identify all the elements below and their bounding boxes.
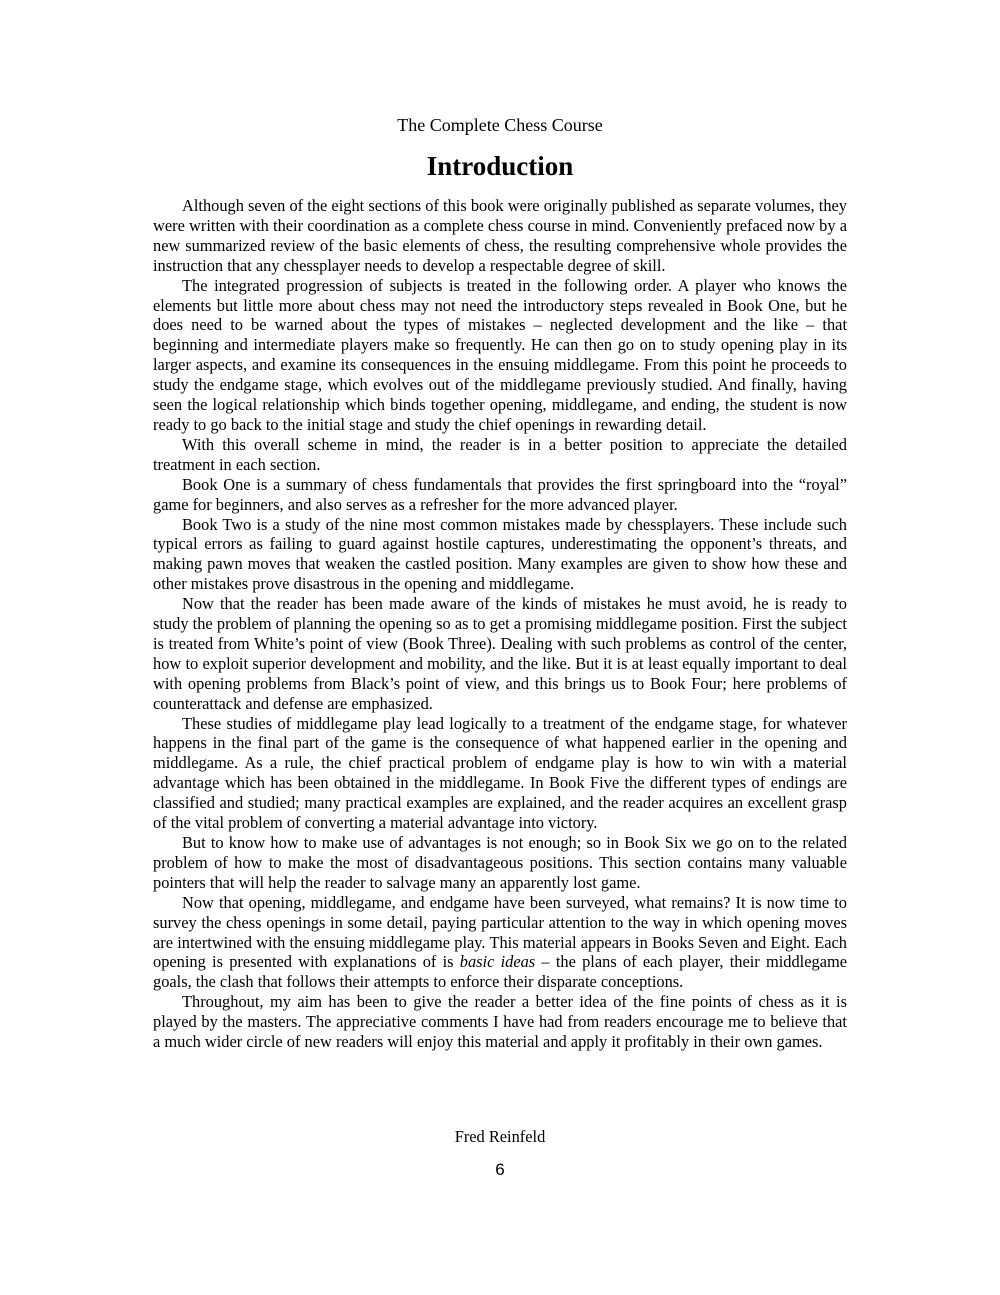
running-head: The Complete Chess Course [397, 115, 603, 135]
paragraph: Book One is a summary of chess fundamentals that provides the first springboard into the “royal” game for beginners, and also serves as a refresher for the more advanced player. [153, 474, 847, 514]
introduction-body [153, 196, 847, 1052]
paragraph-text: – the plans of each player, their middlegame goals, the clash that follows their attempts to enforce their disparate conceptions. [153, 952, 847, 992]
page-number: 6 [495, 1160, 505, 1179]
paragraph: Now that the reader has been made aware of the kinds of mistakes he must avoid, he is ready to study the problem of planning the opening so as to get a promising middlegame position. First the subject is treated from White’s point of view (Book Three). Dealing with such problems as control of the center, how to exploit superior development and mobility, and the like. But it is at least equally important to deal with opening problems from Black’s point of view, and this brings us to Book Four; here problems of counterattack and defense are emphasized. [153, 594, 847, 713]
paragraph: Book Two is a study of the nine most common mistakes made by chessplayers. These include such typical errors as failing to guard against hostile captures, underestimating the opponent’s threats, and making pawn moves that weaken the castled position. Many examples are given to show how these and other mistakes prove disastrous in the opening and middlegame. [153, 514, 847, 594]
paragraph: Throughout, my aim has been to give the reader a better idea of the fine points of chess as it is played by the masters. The appreciative comments I have had from readers encourage me to believe that a much wider circle of new readers will enjoy this material and apply it profitably in their own games. [153, 992, 847, 1052]
author-signature: Fred Reinfeld [454, 1127, 546, 1146]
paragraph [153, 893, 847, 993]
paragraph: Although seven of the eight sections of this book were originally published as separate volumes, they were written with their coordination as a complete chess course in mind. Conveniently prefaced now by a new summarized review of the basic elements of chess, the resulting comprehensive whole provides the instruction that any chessplayer needs to develop a respectable degree of skill. [153, 196, 847, 275]
paragraph: The integrated progression of subjects is treated in the following order. A player who knows the elements but little more about chess may not need the introductory steps revealed in Book One, but he does need to be warned about the types of mistakes – neglected development and the like – that beginning and intermediate players make so frequently. He can then go on to study opening play in its larger aspects, and examine its consequences in the ensuing middlegame. From this point he proceeds to study the endgame stage, which evolves out of the middlegame previously studied. And finally, having seen the logical relationship which binds together opening, middlegame, and ending, the student is now ready to go back to the initial stage and study the chief openings in rewarding detail. [153, 275, 847, 434]
emphasis-text: basic ideas [459, 952, 536, 972]
page-title: Introduction [426, 151, 574, 181]
paragraph: But to know how to make use of advantages is not enough; so in Book Six we go on to the related problem of how to make the most of disadvantageous positions. This section contains many valuable pointers that will help the reader to salvage many an apparently lost game. [153, 833, 847, 892]
paragraph: These studies of middlegame play lead logically to a treatment of the endgame stage, for whatever happens in the final part of the game is the consequence of what happened earlier in the opening and middlegame. As a rule, the chief practical problem of endgame play is how to win with a material advantage which has been obtained in the middlegame. In Book Five the different types of endings are classified and studied; many practical examples are explained, and the reader acquires an excellent grasp of the vital problem of converting a material advantage into victory. [153, 713, 847, 833]
paragraph: With this overall scheme in mind, the reader is in a better position to appreciate the detailed treatment in each section. [153, 434, 847, 474]
paragraph-text: Now that opening, middlegame, and endgame have been surveyed, what remains? It is now time to survey the chess openings in some detail, paying particular attention to the way in which opening moves are intertwined with the ensuing middlegame play. This material appears in Books Seven and Eight. Each opening is presented with explanations of is [153, 892, 847, 972]
